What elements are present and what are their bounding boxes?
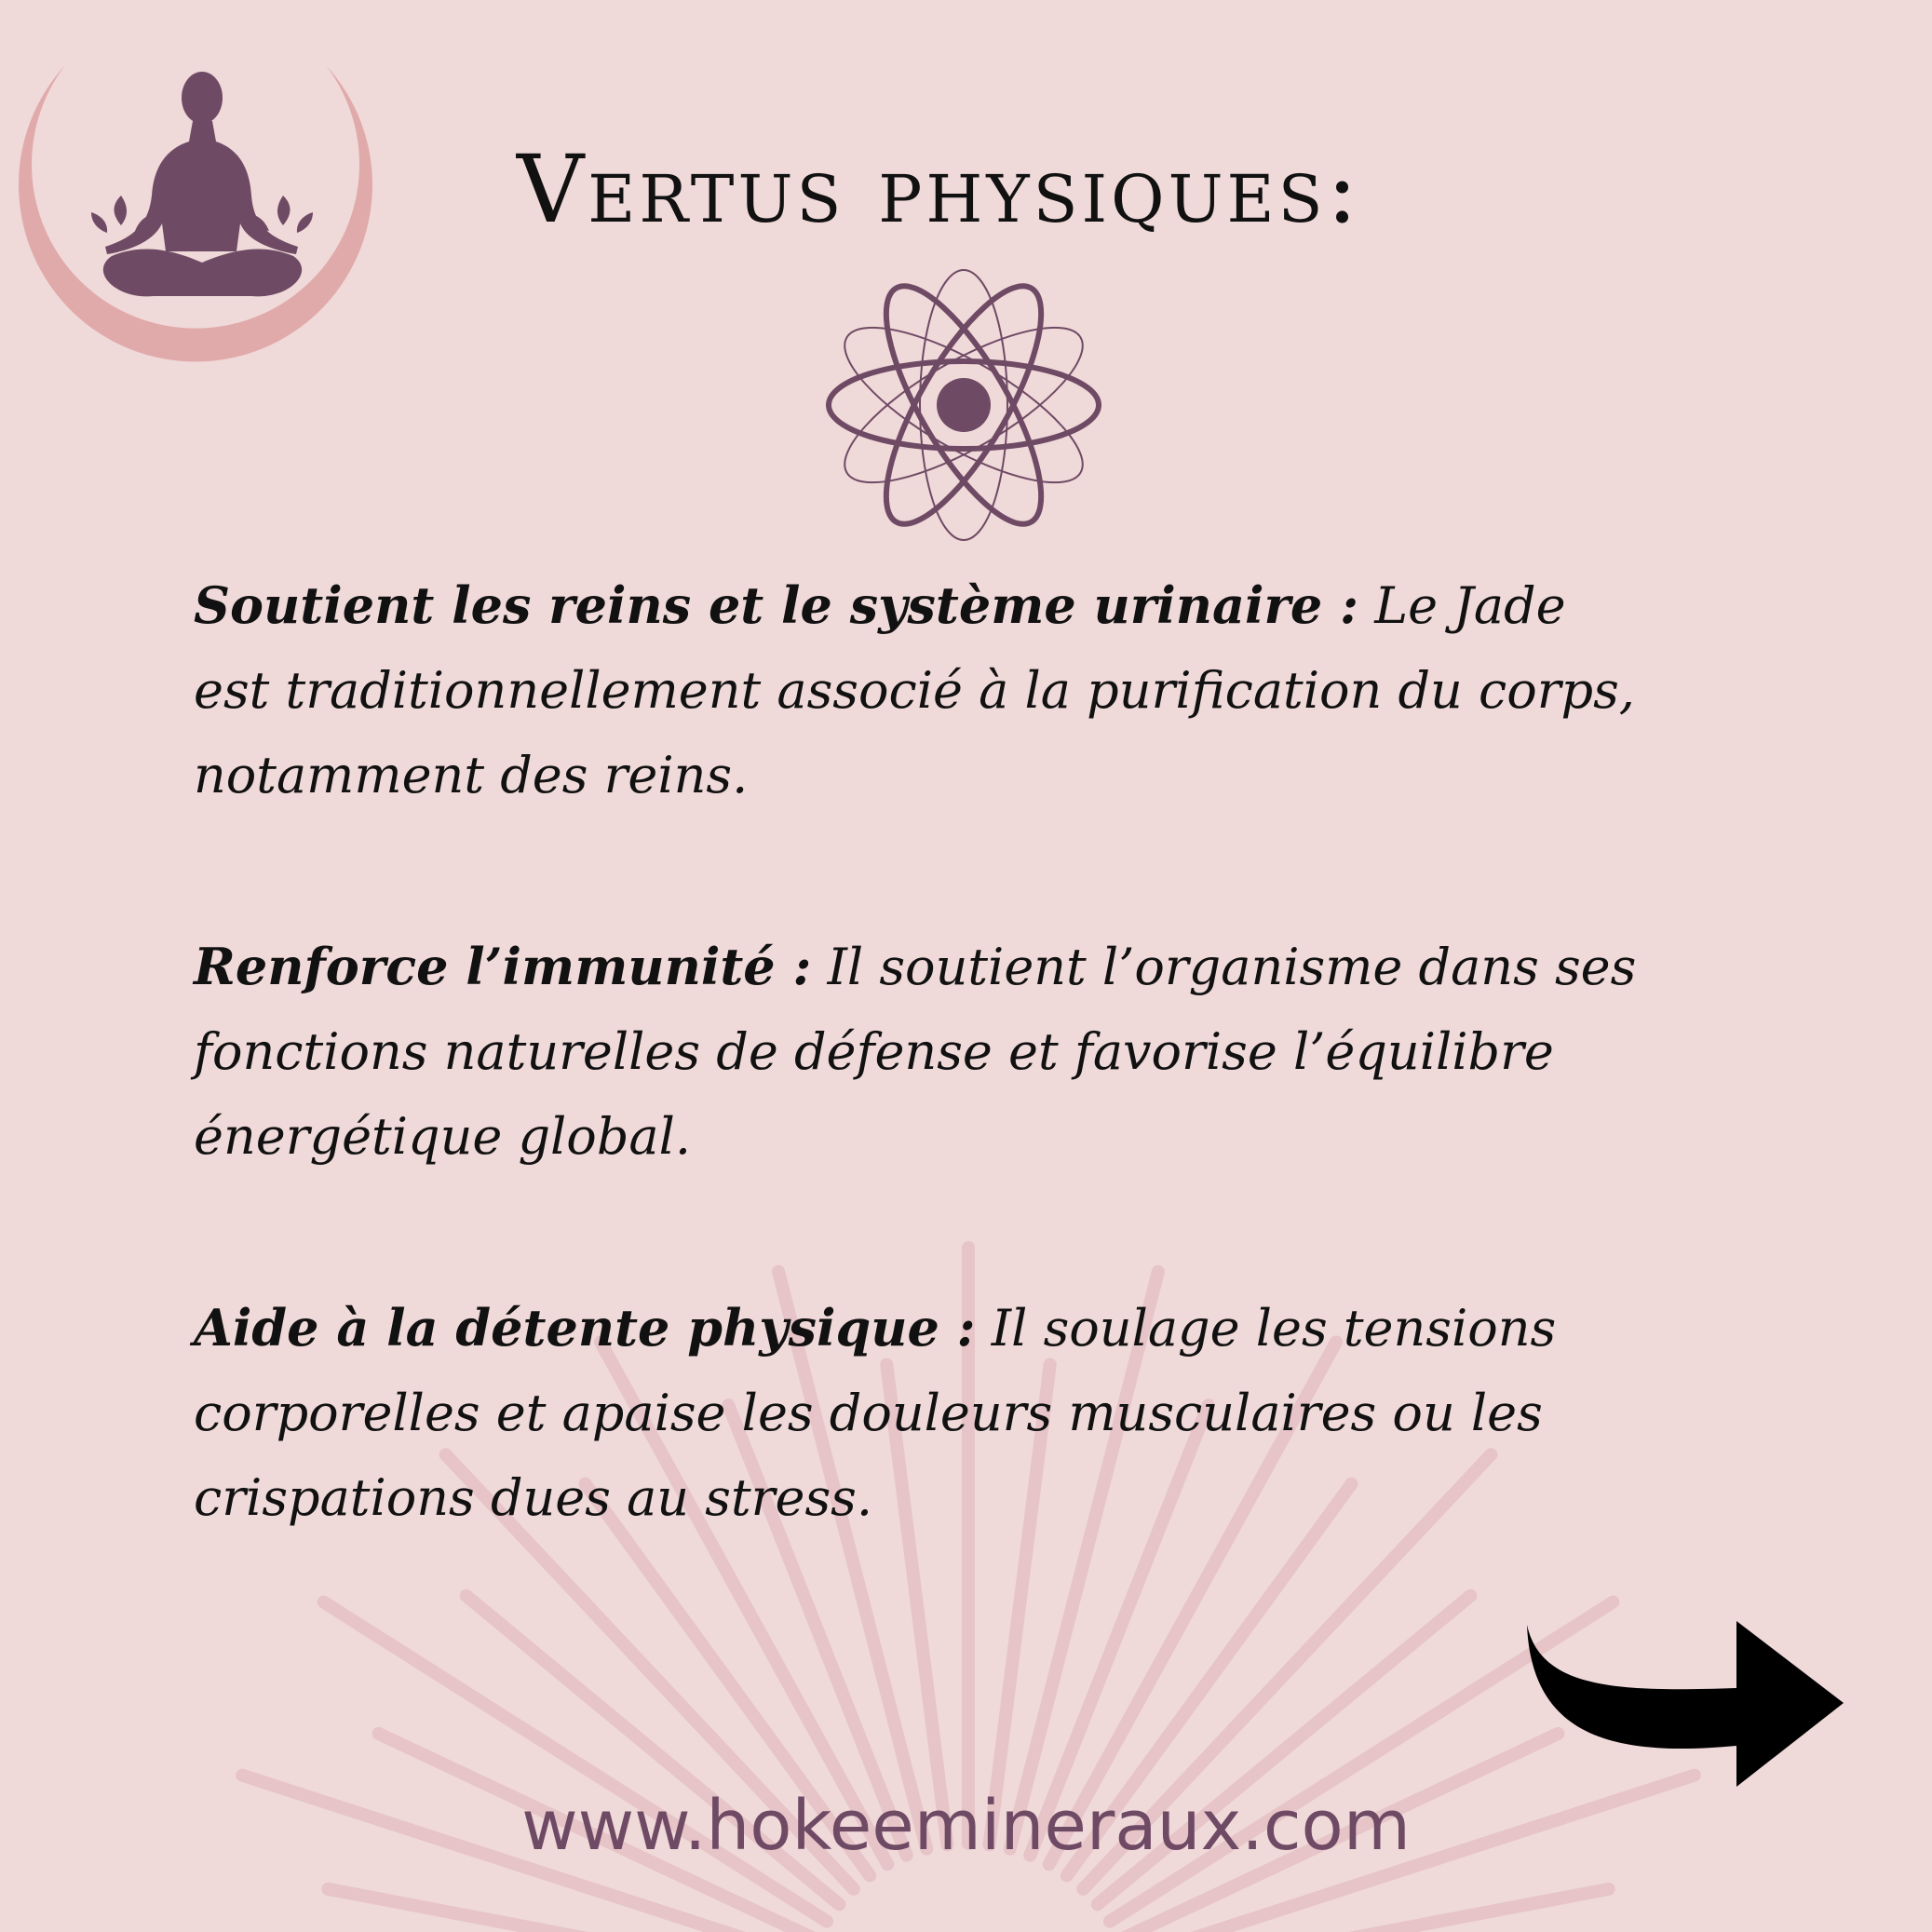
meditation-figure-icon xyxy=(91,72,313,296)
virtue-text: Il soulage les tensions corporelles et apaise les douleurs musculaires ou les crispations dues au stress. xyxy=(194,1299,1557,1527)
virtues-list xyxy=(194,563,1646,1647)
atom-icon xyxy=(824,265,1103,545)
virtue-title: Renforce l’immunité : xyxy=(194,937,812,996)
meditation-logo-icon xyxy=(19,56,391,382)
page-title: Vertus physiques: xyxy=(517,135,1362,244)
virtue-title: Aide à la détente physique : xyxy=(194,1298,976,1358)
next-arrow-button[interactable] xyxy=(1518,1615,1848,1792)
virtue-text: Il soutient l’organisme dans ses fonctions naturelles de défense et favorise l’équilibre énergétique global. xyxy=(194,938,1637,1166)
virtue-item xyxy=(194,563,1646,817)
curved-arrow-right-icon xyxy=(1527,1621,1844,1787)
website-link[interactable]: www.hokeemineraux.com xyxy=(521,1786,1411,1866)
virtue-title: Soutient les reins et le système urinaire : xyxy=(194,575,1359,635)
sunburst-ray xyxy=(324,1602,827,1922)
virtue-item xyxy=(194,925,1646,1179)
virtue-item xyxy=(194,1286,1646,1540)
virtue-text: Le Jade est traditionnellement associé à la purification du corps, notamment des reins. xyxy=(194,576,1635,804)
